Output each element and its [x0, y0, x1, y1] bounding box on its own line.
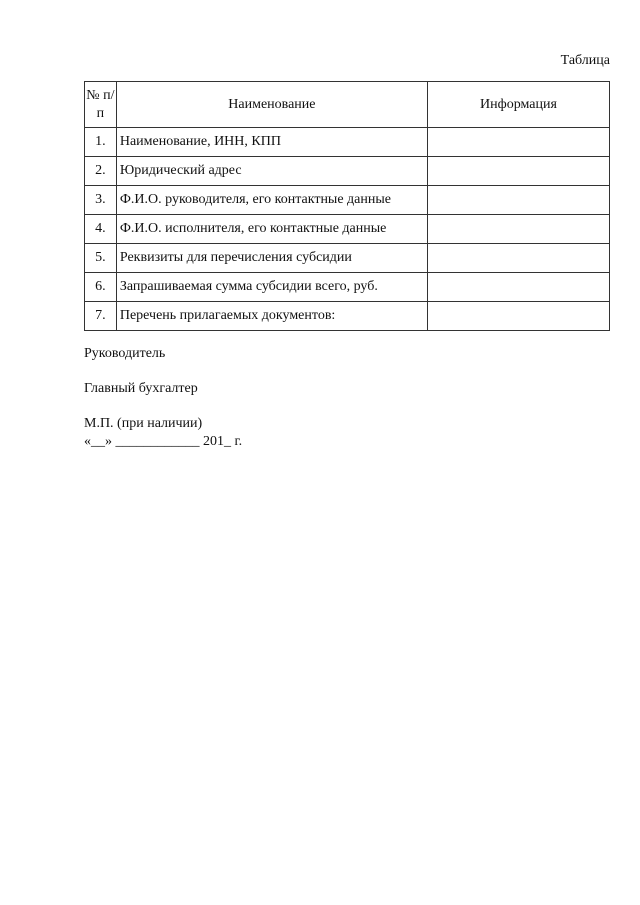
- table-row: [85, 157, 610, 186]
- row-name: Реквизиты для перечисления субсидии: [116, 244, 427, 273]
- row-info-cell[interactable]: [427, 302, 609, 331]
- row-info-cell[interactable]: [427, 244, 609, 273]
- row-info-cell[interactable]: [427, 157, 609, 186]
- accountant-signature-label: Главный бухгалтер: [84, 381, 198, 396]
- row-number: 2.: [85, 157, 117, 186]
- table-row: [85, 244, 610, 273]
- table-header-row: [85, 82, 610, 128]
- row-name: Запрашиваемая сумма субсидии всего, руб.: [116, 273, 427, 302]
- row-info-cell[interactable]: [427, 273, 609, 302]
- header-num: № п/п: [85, 82, 117, 128]
- table-row: [85, 128, 610, 157]
- row-number: 1.: [85, 128, 117, 157]
- head-signature-label: Руководитель: [84, 346, 166, 361]
- table-row: [85, 302, 610, 331]
- row-info-cell[interactable]: [427, 186, 609, 215]
- row-number: 6.: [85, 273, 117, 302]
- date-line: «__» ____________ 201_ г.: [84, 434, 243, 449]
- info-table: [84, 81, 610, 331]
- row-number: 4.: [85, 215, 117, 244]
- table-caption: Таблица: [560, 53, 610, 68]
- row-info-cell[interactable]: [427, 215, 609, 244]
- table-row: [85, 186, 610, 215]
- row-info-cell[interactable]: [427, 128, 609, 157]
- table-row: [85, 215, 610, 244]
- table-row: [85, 273, 610, 302]
- stamp-label: М.П. (при наличии): [84, 416, 203, 431]
- row-number: 7.: [85, 302, 117, 331]
- row-name: Наименование, ИНН, КПП: [116, 128, 427, 157]
- row-name: Ф.И.О. исполнителя, его контактные данные: [116, 215, 427, 244]
- header-name: Наименование: [116, 82, 427, 128]
- row-number: 3.: [85, 186, 117, 215]
- row-name: Юридический адрес: [116, 157, 427, 186]
- row-name: Ф.И.О. руководителя, его контактные данные: [116, 186, 427, 215]
- row-number: 5.: [85, 244, 117, 273]
- header-info: Информация: [427, 82, 609, 128]
- row-name: Перечень прилагаемых документов:: [116, 302, 427, 331]
